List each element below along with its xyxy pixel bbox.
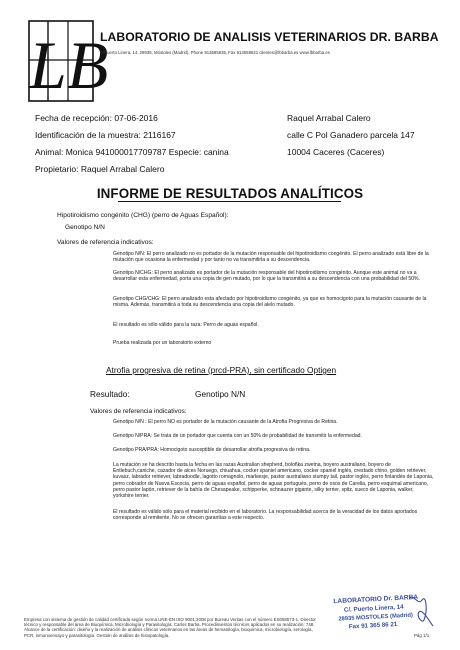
owner-address: calle C Pol Ganadero parcela 147	[287, 130, 415, 140]
test2-ref-nn: Genotipo N/N : El perro NO es portador de la mutación causante de la Atrofia Progresiva de Retina.	[113, 419, 338, 425]
test1-result: Genotipo N/N	[65, 224, 105, 231]
lab-name: LABORATORIO DE ANALISIS VETERINARIOS DR. BARBA	[100, 30, 439, 44]
owner-name: Raquel Arrabal Calero	[287, 113, 371, 123]
logo-letters: LB	[29, 27, 109, 103]
stamp-line2: C/. Puerto Linera, 14	[343, 603, 404, 614]
test2-title: Atrofia progresiva de retina (prcd-PRA), sin certificado Optigen	[106, 365, 337, 375]
test2-ref-label: Valores de referencia indicativos:	[90, 408, 187, 415]
lab-stamp	[318, 592, 436, 630]
owner-city: 10004 Caceres (Caceres)	[287, 147, 385, 157]
signature-scribble	[410, 597, 433, 626]
test2-result-label: Resultado:	[90, 389, 130, 399]
page-number: Pág 1/1	[414, 633, 430, 638]
external-lab-note: Prueba realizada por un laboratorio externo	[113, 340, 212, 346]
footer-certification: Empresa con sistema de gestión de calidad certificada según norma UNE-EN ISO 9001:2008 por Bureau Veritas con el número ES058573-1. Director técnico y responsable del área de Bioquímica, Microbiología y Parasitología: Carlos Barba. Procedimientos técnicos aplicados en su realización: 748. Alcance de la certificación: diseño y la realización de análisis clínicos veterinarios en las áreas de hematología, bioquímica, microbiología, serología, PCR, inmunoensayo y parasitología. Gestión de análisis de histopatología.	[24, 617, 316, 638]
test1-title: Hipotiroidismo congénito (CHG) (perro de Aguas Español):	[57, 212, 229, 219]
reception-date: Fecha de recepción: 07-06-2016	[35, 113, 158, 123]
lab-contact: C/Puerto Linera, 14. 28935, Móstoles (Madrid). Phone 913685635, Fax 913658621 clientes@lbbarba.es www.lbbarba.es	[100, 50, 330, 55]
test2-ref-prapra: Genotipo PRA/PRA: Homocigoto susceptible de desarrollar atrofia progresiva de retina.	[113, 447, 311, 453]
test1-ref-nn: Genotipo N/N: El perro analizado no es portador de la mutación responsable del hipotiroidismo congénito. El perro analizado está libre de la mutación que ocasiona la enfermedad y por tanto no va transmitirla a su descendencia.	[113, 251, 429, 264]
test1-ref-chgchg: Genotipo CHG/CHG: El perro analizado esta afectado por hipotiroidismo congénito, ya que es homocigoto para la mutación causante de la misma. Además, transmitirá a toda su descendencia una copia del alelo mutado.	[113, 296, 427, 309]
test2-result: Genotipo N/N	[195, 389, 246, 399]
owner-line: Propietario: Raquel Arrabal Calero	[35, 164, 165, 174]
stamp-line3: 28935 MOSTOLES (Madrid)	[338, 612, 414, 623]
title-underline	[118, 201, 341, 202]
test1-breed-note: El resultado es sólo válido para la raza: Perro de aguas español.	[113, 322, 259, 328]
lab-logo	[28, 20, 109, 103]
validity-note: El resultado es válido sólo para el material recibido en el laboratorio. La responsabilidad acerca de la veracidad de los datos aportados corresponde al remitente. No se ofrecen garantías a este respecto.	[113, 509, 418, 522]
test2-breeds: La mutación se ha descrito hasta la fecha en las razas Australian shepherd, boloñka zwetna, boyero australiano, boyero de Entlebuch,caniche, cazador de alces Noruego, chiuahua, cocker spaniel americano, cocker spaniel inglés, crestado chino, golden retriever, kuvasz, labrador retriever, labradoodle, lagotto romagnolo, markiesje, pastor australiano stumpy tail, pastor inglés, perro finlandés de Laponia, perro cobrador de Nueva Escocia, perro de aguas español, perro de aguas portugués, perro de osos de Carelia, perro esquimal americano, perro pastor lapón, retriever de la bahía de Chesapeake, schipperke, schnauzer gigante, silky terrier, spitz, sueco de Laponia, walker, yorkshire terrier.	[113, 462, 434, 500]
report-title: INFORME DE RESULTADOS ANALÍTICOS	[96, 186, 364, 201]
test1-ref-nchg: Genotipo N/CHG: El perro analizado es portador de la mutación responsable del hipotiroidismo congénito. Aunque este animal no va a desarrollar esta enfermedad, porta una copia de gen mutado, por lo que la transmitirá a su descendencia con una probabilidad del 50%.	[113, 270, 420, 283]
stamp-line4: Fax 91 365 86 21	[348, 620, 398, 631]
test1-ref-label: Valores de referencia indicativos:	[57, 239, 154, 246]
stamp-line1: LABORATORIO Dr. BARBA	[333, 593, 419, 606]
sample-id: Identificación de la muestra: 2116167	[35, 130, 176, 140]
test2-ref-npra: Genotipo N/PRA: Se trata de un portador que cuenta con un 50% de probabilidad de transmitir la enfermedad.	[113, 433, 362, 439]
animal-info: Animal: Monica 941000017709787 Especie: canina	[35, 147, 229, 157]
